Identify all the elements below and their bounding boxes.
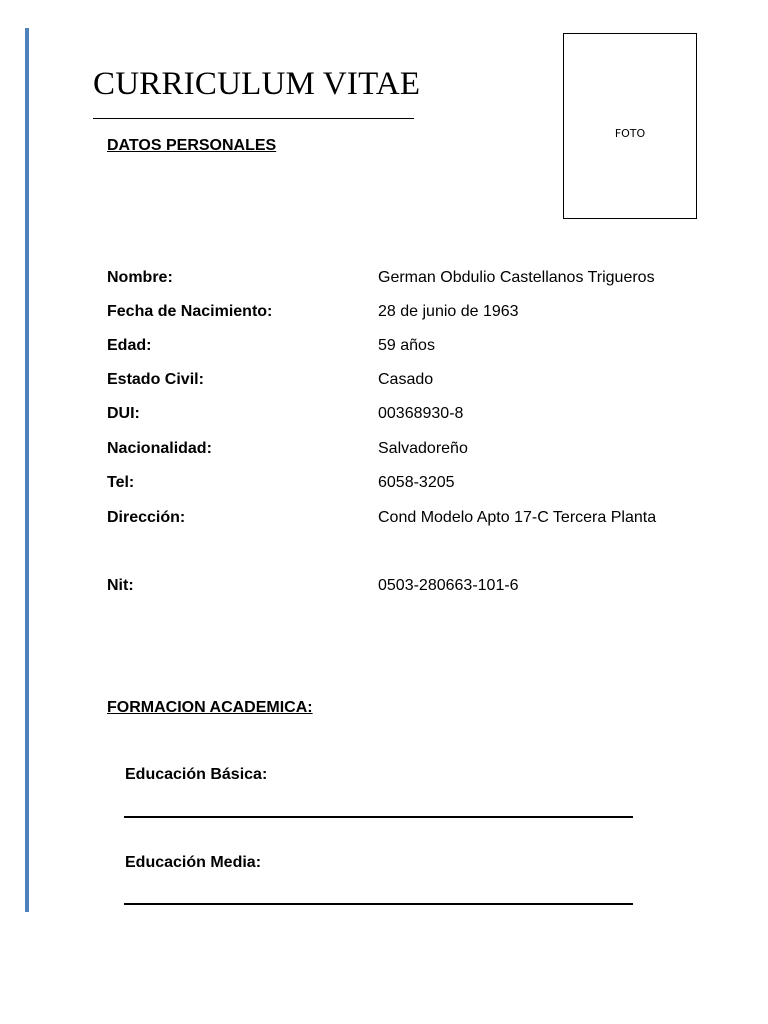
field-value: 00368930-8 [378, 405, 464, 422]
education-media-label: Educación Media: [125, 854, 262, 871]
field-label: Nacionalidad: [107, 440, 212, 457]
field-label: Estado Civil: [107, 371, 204, 388]
section-heading-personal: DATOS PERSONALES [107, 137, 277, 154]
field-value: Salvadoreño [378, 440, 468, 457]
field-label: Dirección: [107, 509, 186, 526]
field-value: 28 de junio de 1963 [378, 303, 519, 320]
field-label: DUI: [107, 405, 140, 422]
photo-placeholder [563, 33, 697, 219]
section-heading-academic: FORMACION ACADEMICA: [107, 699, 313, 716]
title-underline [93, 118, 414, 119]
field-value: Casado [378, 371, 434, 388]
education-media-line [124, 903, 633, 905]
field-value: Cond Modelo Apto 17-C Tercera Planta [378, 509, 657, 526]
field-value: 6058-3205 [378, 474, 455, 491]
field-label: Edad: [107, 337, 152, 354]
photo-label: FOTO [614, 127, 646, 140]
field-label: Nit: [107, 577, 134, 594]
field-value: German Obdulio Castellanos Trigueros [378, 269, 655, 286]
left-margin-bar [25, 28, 29, 912]
field-label: Nombre: [107, 269, 173, 286]
education-basic-line [124, 816, 633, 818]
field-label: Tel: [107, 474, 135, 491]
field-value: 0503-280663-101-6 [378, 577, 519, 594]
field-label: Fecha de Nacimiento: [107, 303, 273, 320]
document-title: CURRICULUM VITAE [93, 66, 421, 102]
education-basic-label: Educación Básica: [125, 766, 268, 783]
field-value: 59 años [378, 337, 435, 354]
